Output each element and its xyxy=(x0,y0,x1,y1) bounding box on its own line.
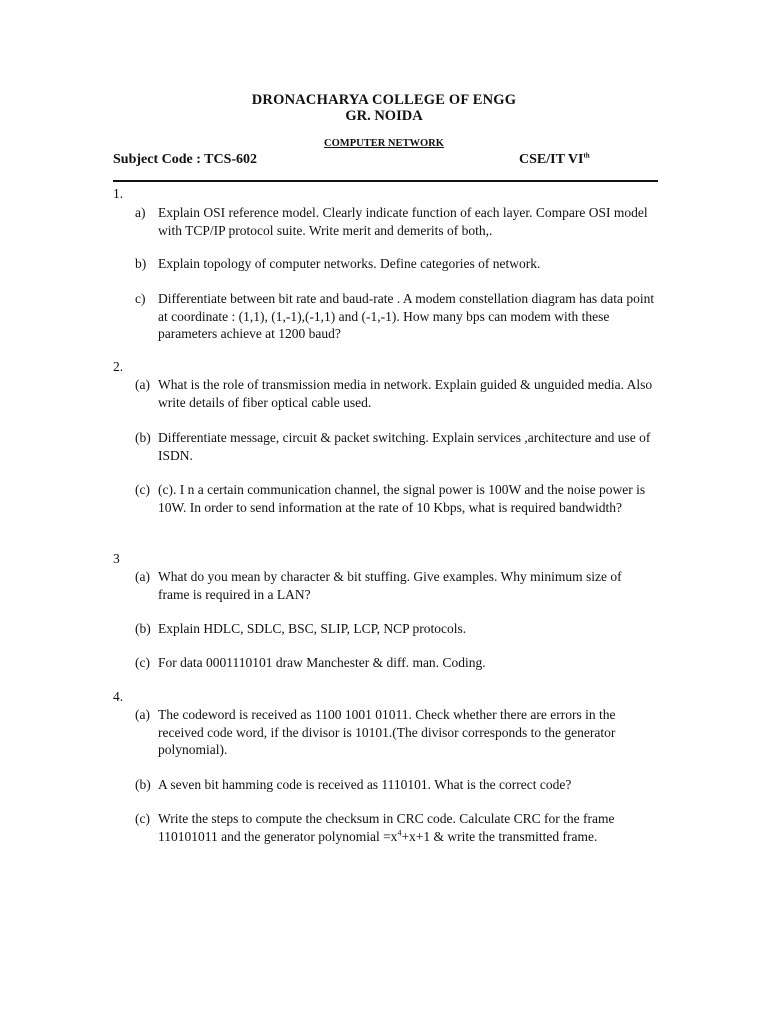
part-label: (a) xyxy=(135,707,150,722)
part-label: (a) xyxy=(135,377,150,392)
exponent: 4 xyxy=(397,828,402,837)
question-part xyxy=(135,654,655,672)
part-text: Explain OSI reference model. Clearly indicate function of each layer. Compare OSI model with TCP/IP protocol suite. Write merit and demerits of both,. xyxy=(158,205,648,238)
question-part xyxy=(135,429,655,464)
question-part xyxy=(135,706,655,759)
part-label: (a) xyxy=(135,569,150,584)
part-text: A seven bit hamming code is received as 1110101. What is the correct code? xyxy=(158,777,572,792)
question-part xyxy=(135,810,655,845)
question-number: 1. xyxy=(113,186,124,201)
part-text: The codeword is received as 1100 1001 01011. Check whether there are errors in the received code word, if the divisor is 10101.(The divisor corresponds to the generator polynomial). xyxy=(158,707,616,757)
question-part xyxy=(135,568,655,603)
part-label: (b) xyxy=(135,621,151,636)
question-number: 3 xyxy=(113,551,120,566)
part-label: (c) xyxy=(135,482,150,497)
part-text-before: Write the steps to compute the checksum in CRC code. Calculate CRC for the frame 110101011 and the generator polynomial =x xyxy=(158,811,615,844)
part-label: (c) xyxy=(135,655,150,670)
question-part xyxy=(135,290,655,343)
part-text: Differentiate message, circuit & packet switching. Explain services ,architecture and use of ISDN. xyxy=(158,430,651,463)
part-text: What do you mean by character & bit stuffing. Give examples. Why minimum size of frame is required in a LAN? xyxy=(158,569,622,602)
college-city: GR. NOIDA xyxy=(345,108,423,124)
question-number: 4. xyxy=(113,689,124,704)
part-label: (b) xyxy=(135,430,151,445)
college-name: DRONACHARYA COLLEGE OF ENGG xyxy=(251,92,517,108)
branch-text: CSE/IT VI xyxy=(519,152,584,167)
subject-code: Subject Code : TCS-602 xyxy=(113,152,258,167)
question-part xyxy=(135,481,655,516)
part-label: (b) xyxy=(135,777,151,792)
part-text: Explain HDLC, SDLC, BSC, SLIP, LCP, NCP protocols. xyxy=(158,621,467,636)
part-label: c) xyxy=(135,291,146,306)
part-text xyxy=(158,810,655,845)
part-label: b) xyxy=(135,256,147,271)
part-text-after: +x+1 & write the transmitted frame. xyxy=(401,828,598,844)
part-text: What is the role of transmission media in network. Explain guided & unguided media. Also write details of fiber optical cable used. xyxy=(158,377,653,410)
part-label: a) xyxy=(135,205,146,220)
branch-semester xyxy=(519,152,590,168)
header-divider xyxy=(113,180,658,182)
question-part xyxy=(135,620,655,638)
subject-title: COMPUTER NETWORK xyxy=(324,138,444,149)
part-text: Differentiate between bit rate and baud-rate . A modem constellation diagram has data point at coordinate : (1,1), (1,-1),(-1,1) and (-1,-1). How many bps can modem with these parameters achieve at 1200 baud? xyxy=(158,291,655,341)
part-label: (c) xyxy=(135,811,150,826)
question-part xyxy=(135,255,655,273)
question-part xyxy=(135,204,655,239)
part-text: Explain topology of computer networks. Define categories of network. xyxy=(158,256,541,271)
question-number: 2. xyxy=(113,359,124,374)
part-text: (c). I n a certain communication channel, the signal power is 100W and the noise power is 10W. In order to send information at the rate of 10 Kbps, what is required bandwidth? xyxy=(158,482,646,515)
question-part xyxy=(135,376,655,411)
part-text: For data 0001110101 draw Manchester & diff. man. Coding. xyxy=(158,655,486,670)
branch-superscript: th xyxy=(583,151,590,160)
question-part xyxy=(135,776,655,794)
